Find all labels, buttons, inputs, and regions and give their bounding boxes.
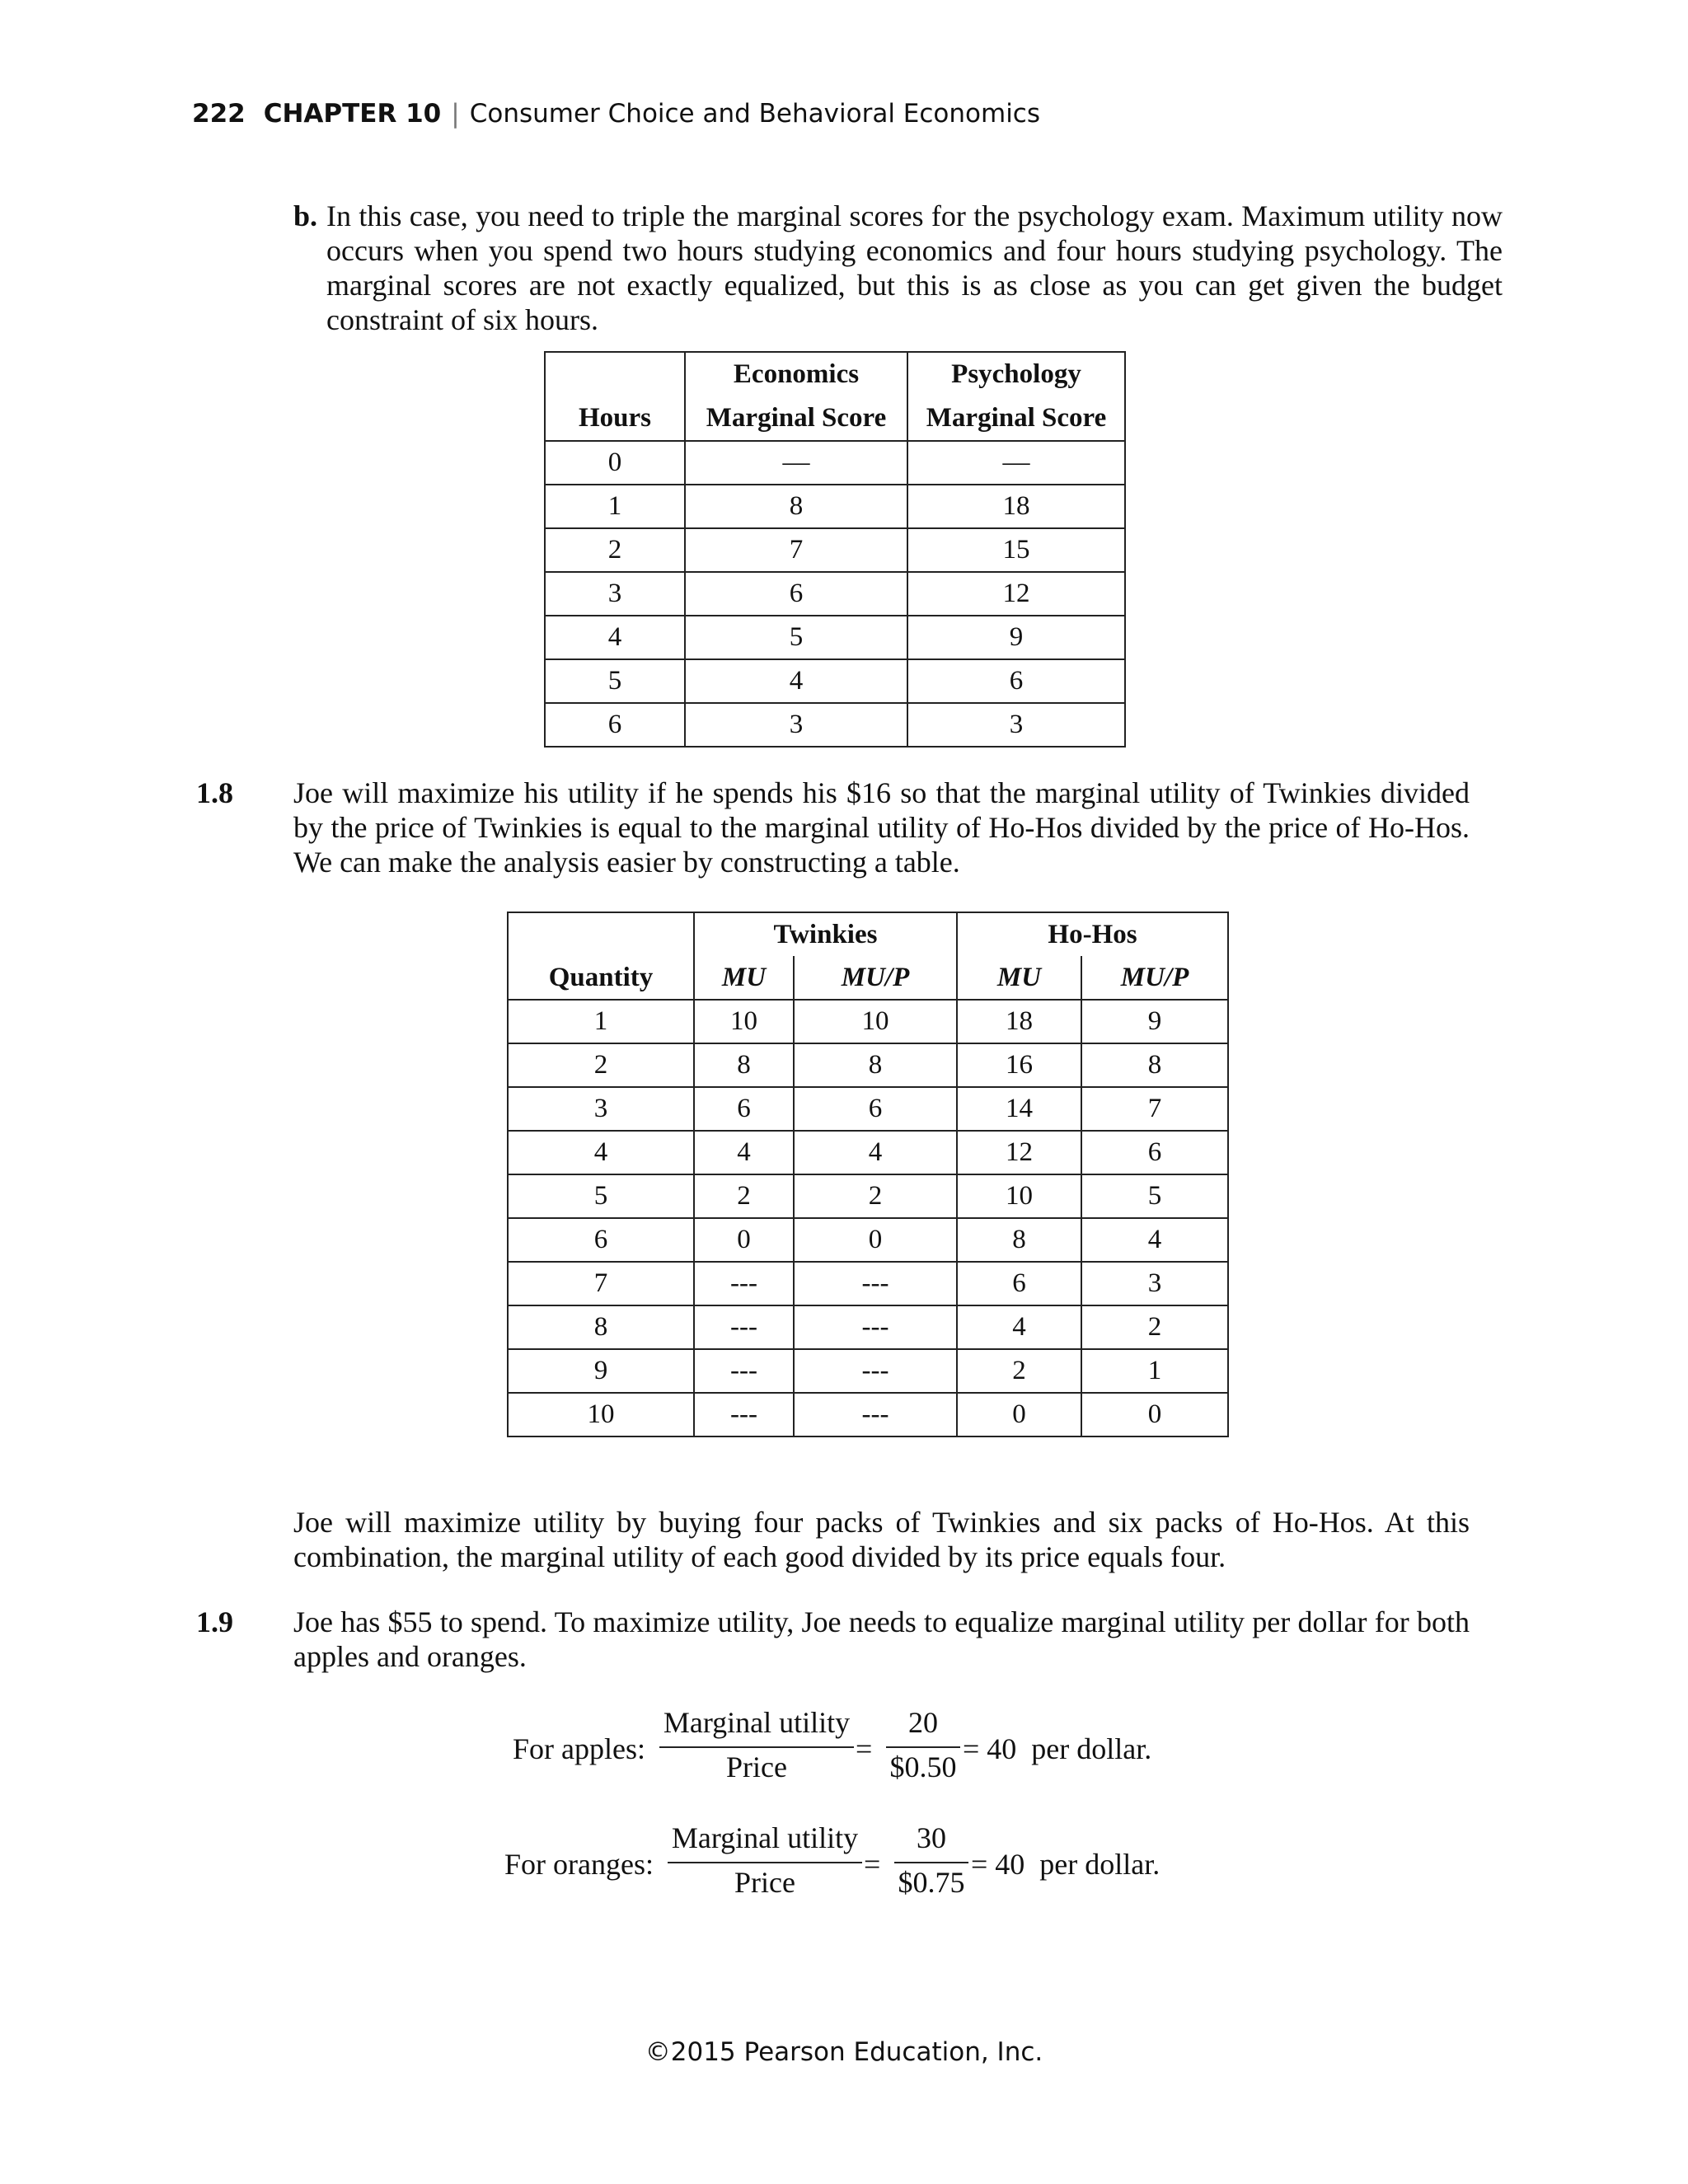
table-cell: 10: [694, 1000, 794, 1043]
table-row: [545, 528, 1125, 572]
table-cell: ---: [694, 1393, 794, 1436]
table-cell: 4: [694, 1131, 794, 1174]
psychology-header: Psychology: [907, 352, 1125, 396]
table-cell: 6: [508, 1218, 694, 1262]
table-cell: 9: [1081, 1000, 1228, 1043]
oranges-denominator-2: $0.75: [898, 1866, 965, 1899]
apples-denominator-2: $0.50: [889, 1750, 957, 1783]
table-cell: —: [907, 441, 1125, 485]
table-cell: 0: [1081, 1393, 1228, 1436]
table-cell: 5: [685, 616, 907, 659]
table-cell: 8: [694, 1043, 794, 1087]
table-cell: 9: [508, 1349, 694, 1393]
oranges-fraction-2: [894, 1821, 968, 1904]
twinkies-header: Twinkies: [694, 912, 957, 956]
table-cell: 4: [685, 659, 907, 703]
table-row: [508, 1043, 1228, 1087]
fraction-bar: [668, 1862, 862, 1863]
oranges-equation: [0, 1821, 1688, 1912]
part-b-paragraph: [293, 199, 1503, 337]
table-cell: 0: [545, 441, 685, 485]
table-cell: 12: [957, 1131, 1081, 1174]
table-cell: 3: [1081, 1262, 1228, 1305]
table-cell: 7: [685, 528, 907, 572]
table-cell: 8: [1081, 1043, 1228, 1087]
section-1-8-paragraph: Joe will maximize his utility if he spends his $16 so that the marginal utility of Twinkies divided by the price of Twinkies is equal to the marginal utility of Ho-Hos divided by the price of Ho-Hos. We can make the analysis easier by constructing a table.: [293, 776, 1470, 879]
oranges-numerator-2: 30: [917, 1821, 946, 1854]
section-1-9-paragraph: Joe has $55 to spend. To maximize utility, Joe needs to equalize marginal utility per dollar for both apples and oranges.: [293, 1605, 1470, 1673]
chapter-title: Consumer Choice and Behavioral Economics: [469, 99, 1040, 129]
table-cell: 4: [508, 1131, 694, 1174]
table-cell: 9: [907, 616, 1125, 659]
apples-numerator-2: 20: [908, 1706, 938, 1739]
table-cell: —: [685, 441, 907, 485]
table-row: [508, 1218, 1228, 1262]
table-row: [545, 441, 1125, 485]
economics-header: Economics: [685, 352, 907, 396]
page-number: 222: [192, 99, 246, 129]
table-cell: 2: [957, 1349, 1081, 1393]
table-cell: 2: [1081, 1305, 1228, 1349]
table-cell: 6: [794, 1087, 957, 1131]
section-number-1-9: 1.9: [196, 1605, 233, 1638]
table-row: [508, 1349, 1228, 1393]
oranges-numerator-1: Marginal utility: [671, 1821, 859, 1854]
fraction-bar: [659, 1746, 854, 1748]
table-cell: ---: [694, 1262, 794, 1305]
table-cell: ---: [694, 1349, 794, 1393]
oranges-denominator-1: Price: [734, 1866, 795, 1899]
running-header: [192, 99, 1040, 129]
fraction-bar: [894, 1862, 968, 1863]
table-cell: 6: [545, 703, 685, 747]
oranges-result: = 40 per dollar.: [971, 1848, 1160, 1881]
table-cell: 5: [1081, 1174, 1228, 1218]
table-cell: 8: [508, 1305, 694, 1349]
table-cell: 2: [794, 1174, 957, 1218]
table-header-row: [545, 352, 1125, 396]
table-row: [545, 485, 1125, 528]
oranges-label: For oranges:: [504, 1848, 654, 1881]
apples-result: = 40 per dollar.: [963, 1732, 1152, 1765]
table-cell: 6: [685, 572, 907, 616]
table-cell: 10: [957, 1174, 1081, 1218]
table-cell: 7: [1081, 1087, 1228, 1131]
table-row: [508, 1000, 1228, 1043]
table-cell: 4: [545, 616, 685, 659]
table-header-row: [508, 956, 1228, 1000]
table-corner: [545, 352, 685, 396]
twinkies-mu-header: MU: [694, 956, 794, 1000]
table-row: [508, 1262, 1228, 1305]
table-cell: 7: [508, 1262, 694, 1305]
table-cell: 3: [907, 703, 1125, 747]
apples-equation: [0, 1706, 1688, 1797]
table-cell: 3: [545, 572, 685, 616]
table-cell: 2: [508, 1043, 694, 1087]
table-row: [545, 703, 1125, 747]
table-cell: 2: [694, 1174, 794, 1218]
table-cell: 0: [694, 1218, 794, 1262]
table-cell: 4: [1081, 1218, 1228, 1262]
table-cell: 4: [957, 1305, 1081, 1349]
table-cell: 1: [545, 485, 685, 528]
psych-marginal-score-header: Marginal Score: [907, 396, 1125, 441]
table-cell: 8: [794, 1043, 957, 1087]
table-cell: 6: [907, 659, 1125, 703]
table-row: [508, 1305, 1228, 1349]
table-cell: 0: [957, 1393, 1081, 1436]
part-b-text: In this case, you need to triple the marginal scores for the psychology exam. Maximum utility now occurs when you spend two hours studying economics and four hours studying psychology. The marginal scores are not exactly equalized, but this is as close as you can get given the budget constraint of six hours.: [326, 199, 1503, 336]
table-cell: ---: [794, 1393, 957, 1436]
table-cell: ---: [694, 1305, 794, 1349]
table-cell: 15: [907, 528, 1125, 572]
copyright-footer: ©2015 Pearson Education, Inc.: [645, 2037, 1043, 2067]
table-row: [508, 1087, 1228, 1131]
table-row: [545, 572, 1125, 616]
table-cell: 10: [794, 1000, 957, 1043]
oranges-fraction-1: [668, 1821, 862, 1904]
table-row: [508, 1131, 1228, 1174]
section-number-1-8: 1.8: [196, 776, 233, 809]
table-cell: ---: [794, 1349, 957, 1393]
section-1-8-conclusion: Joe will maximize utility by buying four packs of Twinkies and six packs of Ho-Hos. At this combination, the marginal utility of each good divided by its price equals four.: [293, 1506, 1470, 1573]
table-cell: 18: [907, 485, 1125, 528]
quantity-header: Quantity: [508, 956, 694, 1000]
table-corner: [508, 912, 694, 956]
table-row: [545, 659, 1125, 703]
hours-header: Hours: [545, 396, 685, 441]
table-row: [508, 1174, 1228, 1218]
oranges-equals-sign: =: [864, 1848, 881, 1881]
table-header-row: [508, 912, 1228, 956]
table-cell: ---: [794, 1262, 957, 1305]
table-cell: 18: [957, 1000, 1081, 1043]
table-cell: 14: [957, 1087, 1081, 1131]
table-cell: 3: [508, 1087, 694, 1131]
table-cell: 12: [907, 572, 1125, 616]
table-cell: 6: [957, 1262, 1081, 1305]
chapter-label: CHAPTER 10: [263, 99, 442, 129]
table-cell: 6: [694, 1087, 794, 1131]
hohos-header: Ho-Hos: [957, 912, 1228, 956]
table-header-row: [545, 396, 1125, 441]
apples-fraction-2: [886, 1706, 960, 1788]
part-b-label: b.: [293, 199, 318, 232]
table-cell: 8: [685, 485, 907, 528]
table-cell: 4: [794, 1131, 957, 1174]
apples-denominator-1: Price: [726, 1750, 787, 1783]
twinkies-hohos-table: [507, 912, 1229, 1437]
apples-fraction-1: [659, 1706, 854, 1788]
apples-label: For apples:: [513, 1732, 645, 1765]
fraction-bar: [886, 1746, 960, 1748]
table-cell: 6: [1081, 1131, 1228, 1174]
table-cell: 3: [685, 703, 907, 747]
table-row: [508, 1393, 1228, 1436]
hohos-mu-header: MU: [957, 956, 1081, 1000]
econ-marginal-score-header: Marginal Score: [685, 396, 907, 441]
study-hours-table: [544, 351, 1126, 748]
hohos-mup-header: MU/P: [1081, 956, 1228, 1000]
header-separator: |: [451, 99, 460, 129]
twinkies-mup-header: MU/P: [794, 956, 957, 1000]
table-cell: 5: [545, 659, 685, 703]
table-cell: 16: [957, 1043, 1081, 1087]
table-cell: 5: [508, 1174, 694, 1218]
table-cell: 10: [508, 1393, 694, 1436]
table-cell: 1: [1081, 1349, 1228, 1393]
table-cell: 1: [508, 1000, 694, 1043]
table-row: [545, 616, 1125, 659]
table-cell: 8: [957, 1218, 1081, 1262]
apples-numerator-1: Marginal utility: [663, 1706, 851, 1739]
table-cell: 2: [545, 528, 685, 572]
apples-equals-sign: =: [856, 1732, 873, 1765]
table-cell: ---: [794, 1305, 957, 1349]
table-cell: 0: [794, 1218, 957, 1262]
